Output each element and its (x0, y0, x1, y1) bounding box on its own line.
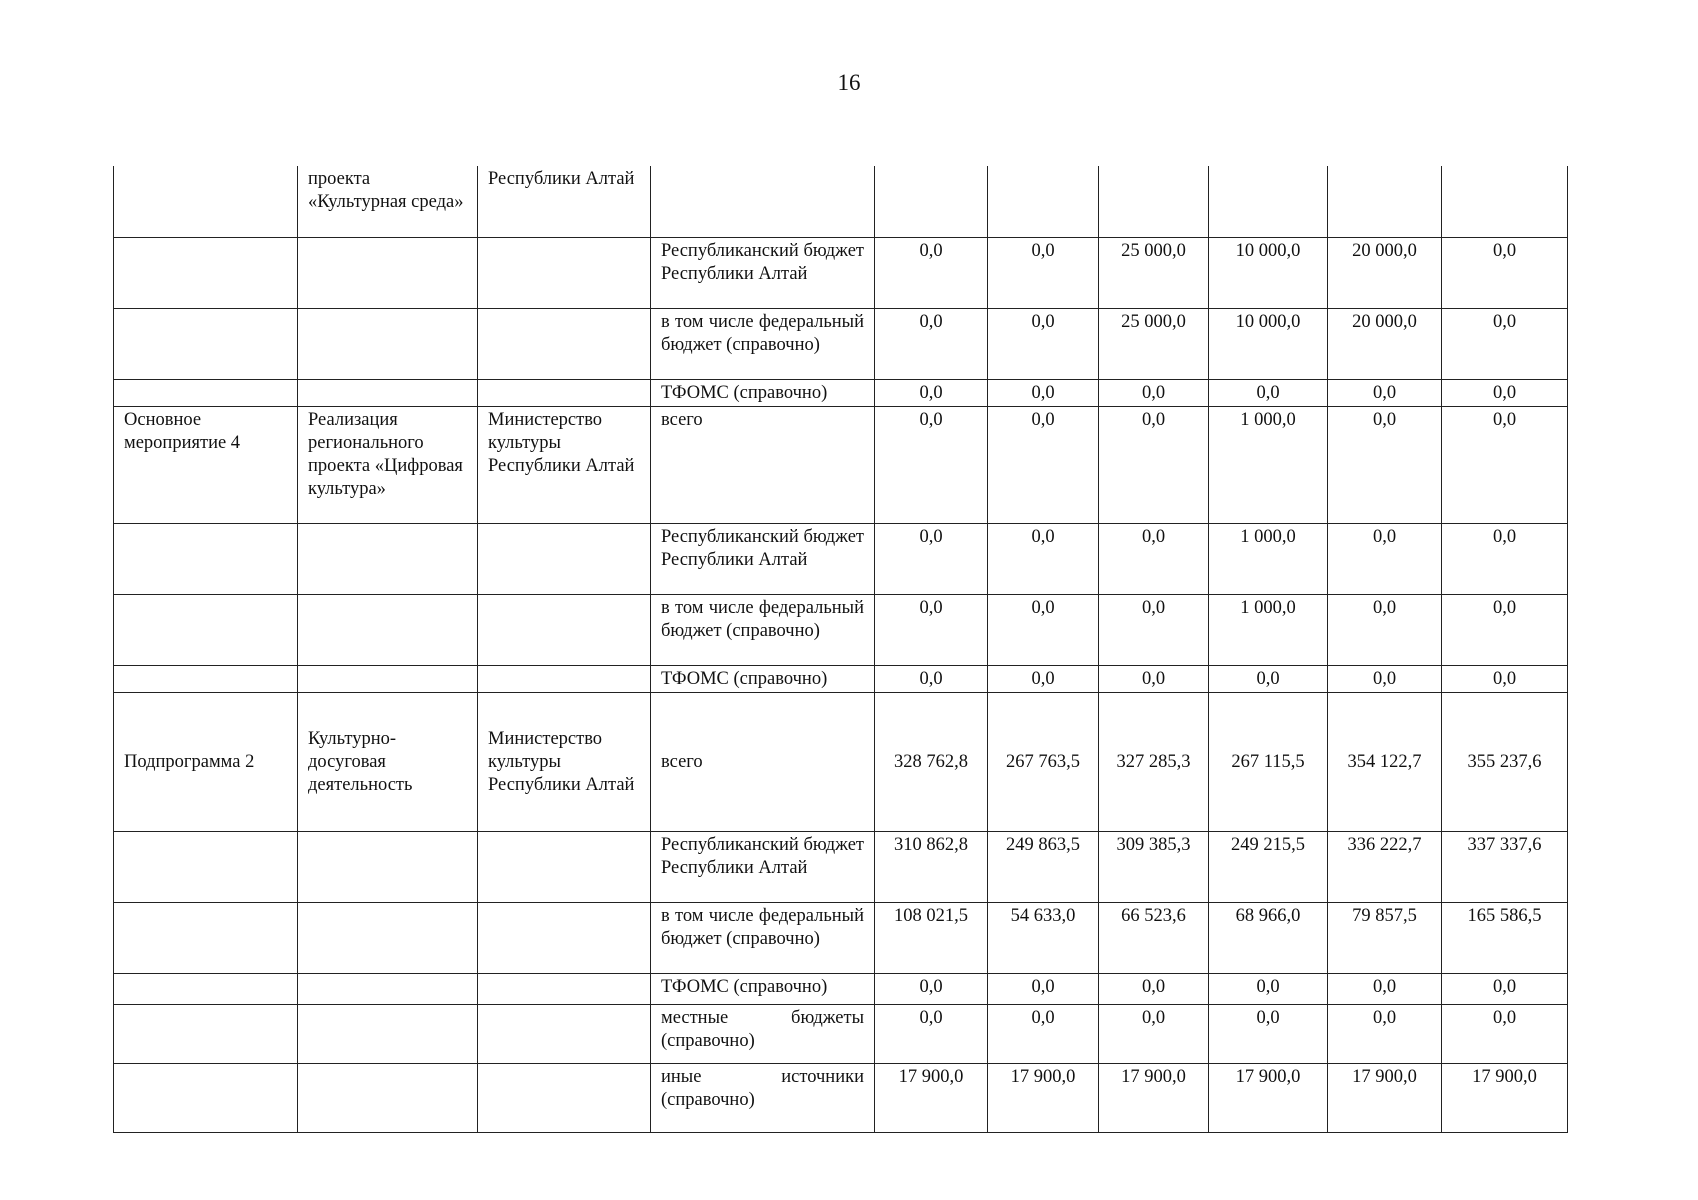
name-cell (298, 1004, 478, 1063)
value-cell: 0,0 (988, 237, 1099, 308)
table-row (114, 1063, 1568, 1132)
value-cell: 0,0 (988, 1004, 1099, 1063)
value-cell: 0,0 (1099, 523, 1209, 594)
value-cell: 0,0 (1442, 1004, 1568, 1063)
value-cell: 0,0 (988, 523, 1099, 594)
value-cell: 0,0 (988, 379, 1099, 406)
value-cell: 0,0 (1099, 973, 1209, 1004)
table-row (114, 665, 1568, 692)
name-cell (298, 665, 478, 692)
value-cell: 0,0 (875, 973, 988, 1004)
value-cell: 10 000,0 (1209, 237, 1328, 308)
source-cell: Республиканский бюджет Республики Алтай (651, 831, 875, 902)
value-cell: 0,0 (1099, 406, 1209, 523)
source-cell: иные источники (справочно) (651, 1063, 875, 1132)
name-cell: Реализация регионального проекта «Цифровая культура» (298, 406, 478, 523)
value-cell: 68 966,0 (1209, 902, 1328, 973)
value-cell: 0,0 (875, 1004, 988, 1063)
table-row (114, 1004, 1568, 1063)
source-cell: в том числе федеральный бюджет (справочно) (651, 594, 875, 665)
value-cell: 0,0 (1099, 665, 1209, 692)
value-cell: 0,0 (875, 237, 988, 308)
value-cell: 0,0 (988, 406, 1099, 523)
executor-cell (478, 1004, 651, 1063)
item-cell (114, 1004, 298, 1063)
name-cell (298, 902, 478, 973)
value-cell: 310 862,8 (875, 831, 988, 902)
name-cell: Культурно-досуговая деятельность (298, 692, 478, 831)
table-row (114, 902, 1568, 973)
value-cell: 79 857,5 (1328, 902, 1442, 973)
item-cell: Основное мероприятие 4 (114, 406, 298, 523)
value-cell: 17 900,0 (988, 1063, 1099, 1132)
executor-cell: Республики Алтай (478, 166, 651, 237)
value-cell: 0,0 (1328, 379, 1442, 406)
executor-cell (478, 594, 651, 665)
value-cell: 0,0 (875, 406, 988, 523)
page-number: 16 (837, 70, 861, 95)
value-cell: 0,0 (1209, 973, 1328, 1004)
value-cell: 0,0 (1442, 523, 1568, 594)
value-cell: 1 000,0 (1209, 523, 1328, 594)
value-cell: 328 762,8 (875, 692, 988, 831)
table-row (114, 692, 1568, 831)
executor-cell (478, 1063, 651, 1132)
value-cell: 108 021,5 (875, 902, 988, 973)
value-cell: 0,0 (1328, 973, 1442, 1004)
value-cell: 0,0 (988, 973, 1099, 1004)
value-cell: 0,0 (875, 379, 988, 406)
item-cell: Подпрограмма 2 (114, 692, 298, 831)
value-cell: 0,0 (988, 594, 1099, 665)
value-cell: 0,0 (1442, 237, 1568, 308)
item-cell (114, 237, 298, 308)
item-cell (114, 973, 298, 1004)
value-cell (1442, 166, 1568, 237)
value-cell: 17 900,0 (875, 1063, 988, 1132)
source-cell: в том числе федеральный бюджет (справочно) (651, 902, 875, 973)
executor-cell (478, 665, 651, 692)
item-cell (114, 523, 298, 594)
table-row (114, 237, 1568, 308)
source-cell: ТФОМС (справочно) (651, 973, 875, 1004)
value-cell: 0,0 (875, 308, 988, 379)
value-cell: 54 633,0 (988, 902, 1099, 973)
name-cell (298, 973, 478, 1004)
value-cell: 0,0 (1099, 1004, 1209, 1063)
value-cell: 17 900,0 (1328, 1063, 1442, 1132)
value-cell: 355 237,6 (1442, 692, 1568, 831)
executor-cell (478, 831, 651, 902)
value-cell: 327 285,3 (1099, 692, 1209, 831)
value-cell: 66 523,6 (1099, 902, 1209, 973)
source-cell: ТФОМС (справочно) (651, 665, 875, 692)
value-cell: 337 337,6 (1442, 831, 1568, 902)
name-cell (298, 523, 478, 594)
source-cell (651, 166, 875, 237)
name-cell (298, 594, 478, 665)
table-row (114, 973, 1568, 1004)
value-cell: 0,0 (1442, 406, 1568, 523)
value-cell: 0,0 (1328, 406, 1442, 523)
table-row (114, 523, 1568, 594)
value-cell: 20 000,0 (1328, 237, 1442, 308)
value-cell (1099, 166, 1209, 237)
name-cell (298, 308, 478, 379)
value-cell: 165 586,5 (1442, 902, 1568, 973)
value-cell: 249 215,5 (1209, 831, 1328, 902)
value-cell: 0,0 (1442, 665, 1568, 692)
item-cell (114, 902, 298, 973)
table-row (114, 594, 1568, 665)
value-cell: 0,0 (1209, 1004, 1328, 1063)
value-cell: 309 385,3 (1099, 831, 1209, 902)
value-cell: 25 000,0 (1099, 237, 1209, 308)
value-cell: 336 222,7 (1328, 831, 1442, 902)
value-cell: 0,0 (1328, 594, 1442, 665)
item-cell (114, 831, 298, 902)
value-cell: 0,0 (1209, 665, 1328, 692)
executor-cell (478, 308, 651, 379)
value-cell: 25 000,0 (1099, 308, 1209, 379)
value-cell (1328, 166, 1442, 237)
value-cell (875, 166, 988, 237)
table-row (114, 831, 1568, 902)
value-cell (988, 166, 1099, 237)
value-cell: 0,0 (988, 665, 1099, 692)
value-cell: 0,0 (1328, 523, 1442, 594)
executor-cell (478, 973, 651, 1004)
executor-cell (478, 523, 651, 594)
name-cell (298, 1063, 478, 1132)
executor-cell: Министерство культуры Республики Алтай (478, 692, 651, 831)
value-cell: 0,0 (875, 665, 988, 692)
value-cell: 267 115,5 (1209, 692, 1328, 831)
executor-cell (478, 902, 651, 973)
value-cell: 0,0 (1209, 379, 1328, 406)
budget-table (113, 166, 1568, 1133)
source-cell: всего (651, 406, 875, 523)
value-cell: 354 122,7 (1328, 692, 1442, 831)
value-cell: 0,0 (875, 594, 988, 665)
value-cell: 1 000,0 (1209, 406, 1328, 523)
source-cell: Республиканский бюджет Республики Алтай (651, 523, 875, 594)
value-cell: 0,0 (1099, 379, 1209, 406)
executor-cell (478, 379, 651, 406)
value-cell: 10 000,0 (1209, 308, 1328, 379)
executor-cell: Министерство культуры Республики Алтай (478, 406, 651, 523)
item-cell (114, 594, 298, 665)
item-cell (114, 166, 298, 237)
value-cell: 249 863,5 (988, 831, 1099, 902)
value-cell: 0,0 (1099, 594, 1209, 665)
table-row (114, 308, 1568, 379)
executor-cell (478, 237, 651, 308)
name-cell (298, 379, 478, 406)
source-cell: Республиканский бюджет Республики Алтай (651, 237, 875, 308)
source-cell: местные бюджеты (справочно) (651, 1004, 875, 1063)
item-cell (114, 1063, 298, 1132)
table-row (114, 379, 1568, 406)
value-cell: 0,0 (875, 523, 988, 594)
value-cell (1209, 166, 1328, 237)
value-cell: 0,0 (1442, 594, 1568, 665)
value-cell: 17 900,0 (1099, 1063, 1209, 1132)
value-cell: 267 763,5 (988, 692, 1099, 831)
name-cell: проекта «Культурная среда» (298, 166, 478, 237)
name-cell (298, 831, 478, 902)
value-cell: 17 900,0 (1209, 1063, 1328, 1132)
name-cell (298, 237, 478, 308)
source-cell: в том числе федеральный бюджет (справочно) (651, 308, 875, 379)
table-row (114, 406, 1568, 523)
value-cell: 20 000,0 (1328, 308, 1442, 379)
item-cell (114, 379, 298, 406)
value-cell: 0,0 (1328, 665, 1442, 692)
source-cell: всего (651, 692, 875, 831)
value-cell: 0,0 (1442, 308, 1568, 379)
value-cell: 1 000,0 (1209, 594, 1328, 665)
value-cell: 0,0 (1442, 379, 1568, 406)
source-cell: ТФОМС (справочно) (651, 379, 875, 406)
item-cell (114, 665, 298, 692)
item-cell (114, 308, 298, 379)
value-cell: 17 900,0 (1442, 1063, 1568, 1132)
value-cell: 0,0 (1328, 1004, 1442, 1063)
table-row (114, 166, 1568, 237)
value-cell: 0,0 (1442, 973, 1568, 1004)
value-cell: 0,0 (988, 308, 1099, 379)
